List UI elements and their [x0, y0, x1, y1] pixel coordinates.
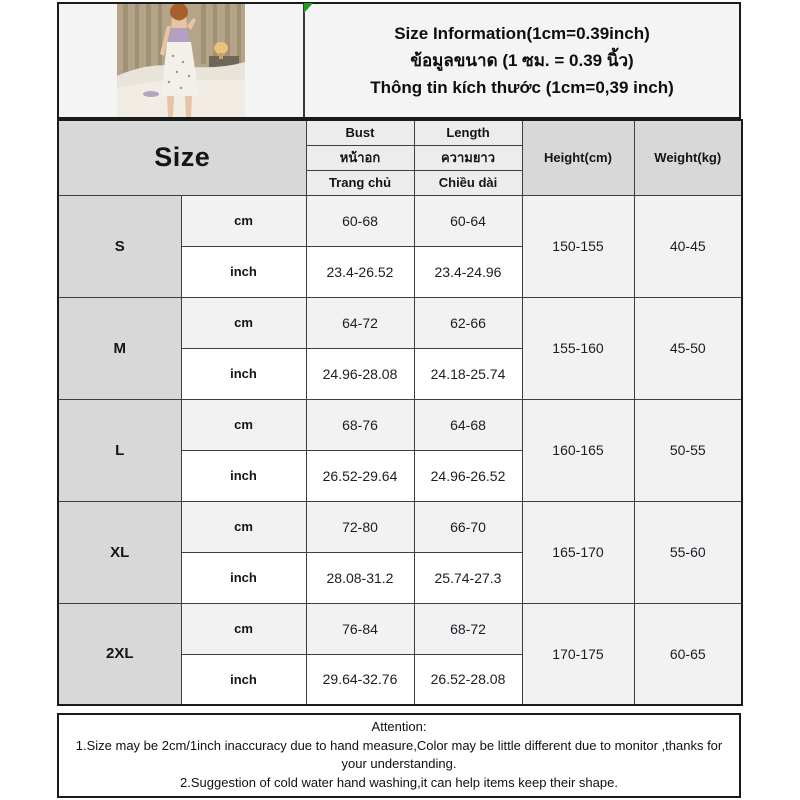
length-inch-value: 24.18-25.74 — [414, 348, 522, 399]
length-inch-value: 24.96-26.52 — [414, 450, 522, 501]
unit-inch-label: inch — [181, 552, 306, 603]
weight-value: 50-55 — [634, 399, 742, 501]
green-marker-icon — [304, 3, 313, 13]
panel-gap — [245, 4, 303, 117]
size-info-panel — [57, 2, 741, 119]
weight-value: 45-50 — [634, 297, 742, 399]
product-photo-illustration — [117, 4, 245, 117]
unit-inch-label: inch — [181, 654, 306, 705]
length-inch-value: 25.74-27.3 — [414, 552, 522, 603]
bust-inch-value: 24.96-28.08 — [306, 348, 414, 399]
unit-inch-label: inch — [181, 348, 306, 399]
header-bust-en: Bust — [306, 120, 414, 145]
panel-divider — [303, 4, 305, 117]
length-cm-value: 60-64 — [414, 195, 522, 246]
bust-cm-value: 72-80 — [306, 501, 414, 552]
attention-title: Attention: — [371, 719, 427, 734]
size-label: 2XL — [58, 603, 181, 705]
height-value: 165-170 — [522, 501, 634, 603]
size-label: M — [58, 297, 181, 399]
unit-inch-label: inch — [181, 450, 306, 501]
attention-note-1: 1.Size may be 2cm/1inch inaccuracy due to hand measure,Color may be little different due to monitor ,thanks for your understanding. — [75, 737, 723, 771]
header-bust-vi: Trang chủ — [306, 170, 414, 195]
header-length-vi: Chiều dài — [414, 170, 522, 195]
length-cm-value: 62-66 — [414, 297, 522, 348]
length-inch-value: 23.4-24.96 — [414, 246, 522, 297]
size-info-titles — [305, 4, 739, 117]
size-label: S — [58, 195, 181, 297]
weight-value: 40-45 — [634, 195, 742, 297]
size-label: XL — [58, 501, 181, 603]
header-bust-th: หน้าอก — [306, 145, 414, 170]
unit-cm-label: cm — [181, 501, 306, 552]
length-cm-value: 64-68 — [414, 399, 522, 450]
header-size: Size — [58, 120, 306, 195]
height-value: 170-175 — [522, 603, 634, 705]
bust-cm-value: 60-68 — [306, 195, 414, 246]
header-length-en: Length — [414, 120, 522, 145]
unit-cm-label: cm — [181, 399, 306, 450]
attention-notes — [57, 713, 741, 798]
bust-inch-value: 26.52-29.64 — [306, 450, 414, 501]
title-vietnamese: Thông tin kích thước (1cm=0,39 inch) — [370, 78, 674, 97]
unit-inch-label: inch — [181, 246, 306, 297]
height-value: 155-160 — [522, 297, 634, 399]
title-english: Size Information(1cm=0.39inch) — [394, 24, 650, 43]
product-photo — [117, 4, 245, 117]
bust-inch-value: 29.64-32.76 — [306, 654, 414, 705]
height-value: 150-155 — [522, 195, 634, 297]
header-height: Height(cm) — [522, 120, 634, 195]
unit-cm-label: cm — [181, 195, 306, 246]
bust-cm-value: 68-76 — [306, 399, 414, 450]
size-chart-table — [57, 119, 743, 706]
bust-inch-value: 23.4-26.52 — [306, 246, 414, 297]
height-value: 160-165 — [522, 399, 634, 501]
bust-inch-value: 28.08-31.2 — [306, 552, 414, 603]
length-cm-value: 66-70 — [414, 501, 522, 552]
length-cm-value: 68-72 — [414, 603, 522, 654]
size-label: L — [58, 399, 181, 501]
weight-value: 55-60 — [634, 501, 742, 603]
attention-note-2: 2.Suggestion of cold water hand washing,it can help items keep their shape. — [180, 774, 618, 790]
bust-cm-value: 76-84 — [306, 603, 414, 654]
weight-value: 60-65 — [634, 603, 742, 705]
header-length-th: ความยาว — [414, 145, 522, 170]
unit-cm-label: cm — [181, 297, 306, 348]
title-thai: ข้อมูลขนาด (1 ซม. = 0.39 นิ้ว) — [410, 51, 634, 70]
length-inch-value: 26.52-28.08 — [414, 654, 522, 705]
header-weight: Weight(kg) — [634, 120, 742, 195]
bust-cm-value: 64-72 — [306, 297, 414, 348]
unit-cm-label: cm — [181, 603, 306, 654]
